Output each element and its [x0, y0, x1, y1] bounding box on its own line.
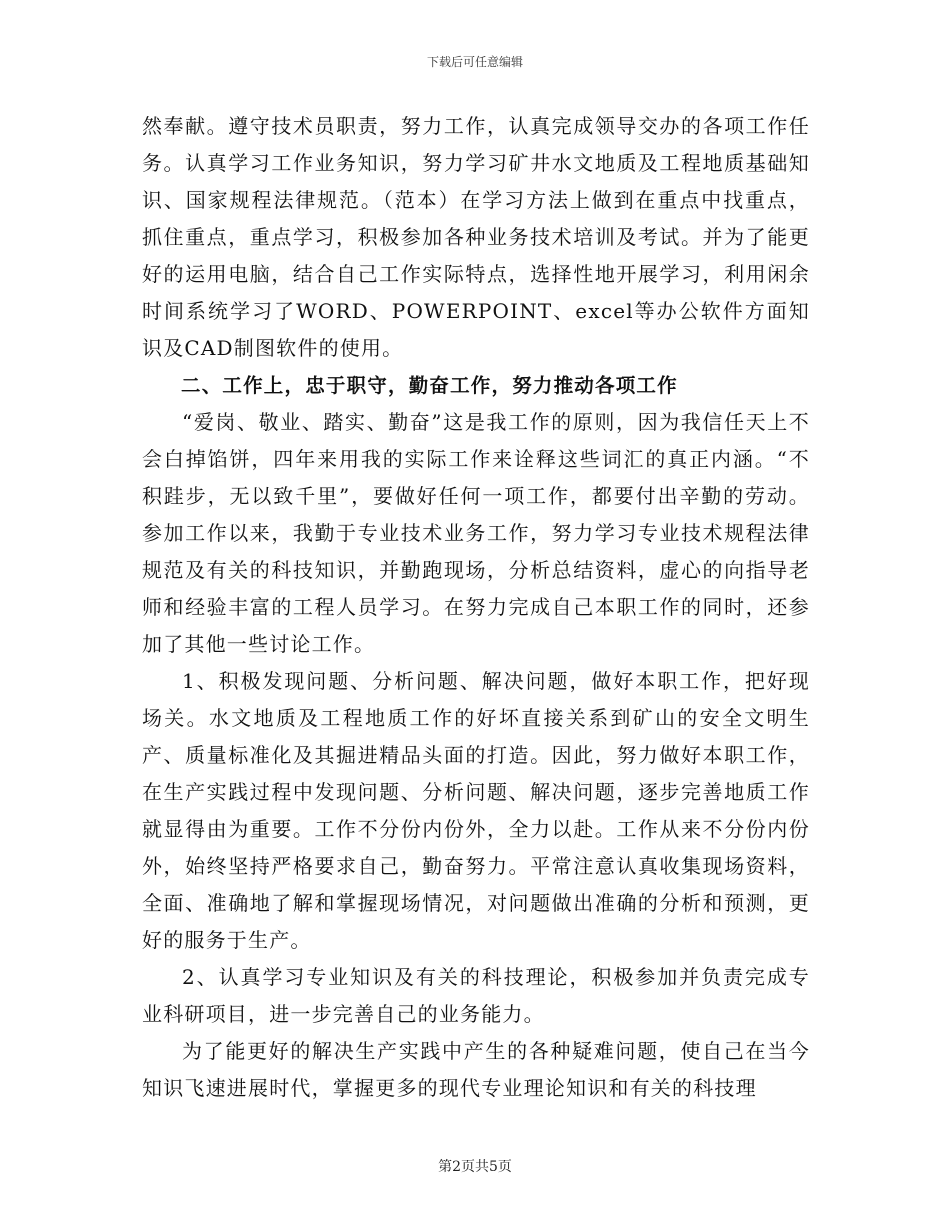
paragraph: 2、认真学习专业知识及有关的科技理论，积极参加并负责完成专业科研项目，进一步完善自己的业务能力。 [142, 965, 810, 1026]
paragraph: “爱岗、敬业、踏实、勤奋”这是我工作的原则，因为我信任天上不会白掉馅饼，四年来用我的实际工作来诠释这些词汇的真正内涵。“不积跬步，无以致千里”，要做好任何一项工作，都要付出辛勤的劳动。参加工作以来，我勤于专业技术业务工作，努力学习专业技术规程法律规范及有关的科技知识，并勤跑现场，分析总结资料，虚心的向指导老师和经验丰富的工程人员学习。在努力完成自己本职工作的同时，还参加了其他一些讨论工作。 [142, 410, 810, 656]
page-header: 下载后可任意编辑 [426, 55, 523, 69]
document-body [142, 108, 810, 1107]
page-number: 第2页共5页 [438, 1159, 512, 1175]
paragraph: 1、积极发现问题、分析问题、解决问题，做好本职工作，把好现场关。水文地质及工程地质工作的好坏直接关系到矿山的安全文明生产、质量标准化及其掘进精品头面的打造。因此，努力做好本职工作，在生产实践过程中发现问题、分析问题、解决问题，逐步完善地质工作就显得由为重要。工作不分份内份外，全力以赴。工作从来不分份内份外，始终坚持严格要求自己，勤奋努力。平常注意认真收集现场资料，全面、准确地了解和掌握现场情况，对问题做出准确的分析和预测，更好的服务于生产。 [142, 669, 810, 952]
paragraph: 为了能更好的解决生产实践中产生的各种疑难问题，使自己在当今知识飞速进展时代，掌握更多的现代专业理论知识和有关的科技理 [142, 1039, 810, 1100]
paragraph-continuation: 然奉献。遵守技术员职责，努力工作，认真完成领导交办的各项工作任务。认真学习工作业务知识，努力学习矿井水文地质及工程地质基础知识、国家规程法律规范。（范本）在学习方法上做到在重点中找重点，抓住重点，重点学习，积极参加各种业务技术培训及考试。并为了能更好的运用电脑，结合自己工作实际特点，选择性地开展学习，利用闲余时间系统学习了WORD、POWERPOINT、excel等办公软件方面知识及CAD制图软件的使用。 [142, 114, 810, 360]
section-heading: 二、工作上，忠于职守，勤奋工作，努力推动各项工作 [181, 374, 678, 397]
